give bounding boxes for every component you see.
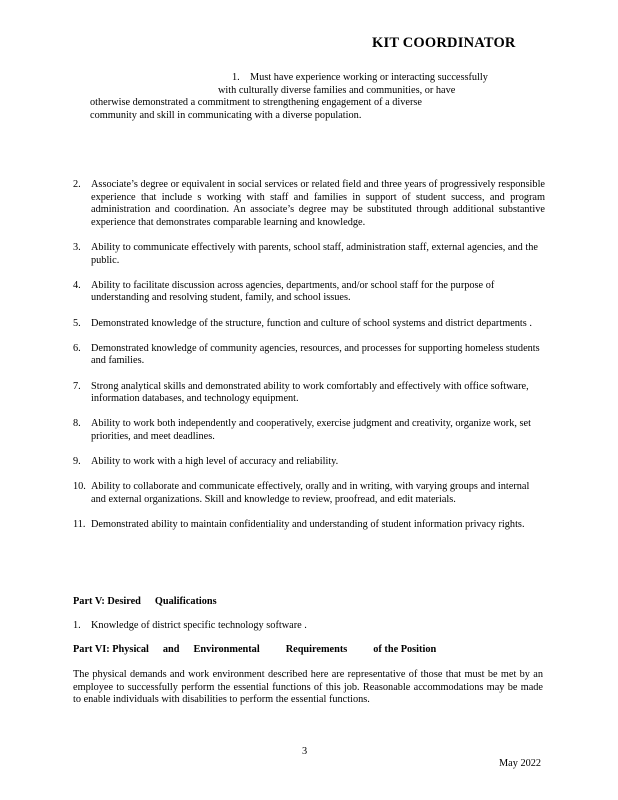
requirement-number: 6. (73, 342, 81, 354)
requirement-number: 5. (73, 317, 81, 329)
part-vi-word-environmental: Environmental (193, 644, 260, 655)
part-v-title: Qualifications (154, 596, 217, 607)
footer-date: May 2022 (499, 758, 542, 769)
page-number: 3 (302, 746, 308, 757)
requirement-text: Strong analytical skills and demonstrated ability to work comfortably and effectively with office software, information databases, and technology equipment. (91, 380, 529, 405)
requirement-item (73, 179, 545, 229)
part-vi-heading (73, 644, 436, 657)
requirement-item (73, 242, 545, 267)
requirement-item (73, 280, 545, 305)
requirement-item (73, 318, 545, 331)
part-v-label: Part V: Desired (73, 596, 141, 607)
requirement-item (73, 456, 545, 469)
requirement-text: Associate’s degree or equivalent in social services or related field and three years of progressively responsible experience that include s working with staff and families in support of student success, and program administration and coordination. An associate’s degree may be substituted through additional substantive experience that demonstrates comparable learning and knowledge. (91, 179, 545, 228)
desired-qualification-number: 1. (73, 620, 81, 631)
requirement-text: Ability to work with a high level of accuracy and reliability. (91, 456, 339, 468)
part-vi-label: Part VI: Physical (73, 644, 149, 655)
requirement-item-1-line-4: community and skill in communicating with a diverse population. (90, 109, 362, 121)
requirement-text: Demonstrated ability to maintain confidentiality and understanding of student information privacy rights. (91, 519, 525, 531)
requirement-number: 2. (73, 179, 81, 190)
requirement-text: Ability to communicate effectively with parents, school staff, administration staff, external agencies, and the public. (91, 241, 538, 266)
requirements-list (73, 179, 545, 544)
requirement-item-1-line-1 (90, 72, 535, 85)
desired-qualification-item (73, 620, 543, 633)
desired-qualification-text: Knowledge of district specific technology software . (91, 620, 307, 631)
requirement-number: 9. (73, 456, 81, 468)
requirement-number: 3. (73, 241, 81, 253)
part-vi-word-requirements: Requirements (285, 644, 348, 655)
requirement-item (73, 418, 545, 443)
requirement-number: 4. (73, 279, 81, 291)
page-title: KIT COORDINATOR (372, 35, 516, 51)
requirement-number: 8. (73, 418, 81, 430)
requirement-text: Ability to work both independently and cooperatively, exercise judgment and creativity, organize work, set priorities, and meet deadlines. (91, 418, 531, 442)
part-vi-body: The physical demands and work environment described here are representative of those that must be met by an employee to successfully perform the essential functions of this job. Reasonable accommodations may be made to enable individuals with disabilities to perform the essential functions. (73, 669, 543, 706)
requirement-number: 7. (73, 380, 81, 392)
requirement-text: Demonstrated knowledge of the structure, function and culture of school systems and district departments . (91, 317, 532, 329)
requirement-text: Must have experience working or interacting successfully (250, 72, 488, 83)
part-vi-word-of-the-position: of the Position (373, 644, 437, 655)
requirement-number: 11. (73, 519, 86, 531)
requirement-text: Ability to facilitate discussion across agencies, departments, and/or school staff for the purpose of understanding and resolving student, family, and school issues. (91, 279, 495, 304)
requirement-text: Ability to collaborate and communicate effectively, orally and in writing, with varying groups and internal and external organizations. Skill and knowledge to review, proofread, and edit materials. (91, 481, 530, 505)
part-v-heading (73, 596, 217, 609)
requirement-item (73, 343, 545, 368)
requirement-item-1-line-2: with culturally diverse families and communities, or have (218, 84, 456, 96)
requirement-number: 10. (73, 481, 86, 493)
requirement-item (73, 381, 545, 406)
requirement-number: 1. (232, 72, 240, 83)
requirement-item (73, 519, 545, 532)
requirement-item-1-line-3: otherwise demonstrated a commitment to strengthening engagement of a diverse (90, 97, 422, 109)
part-vi-word-and: and (162, 644, 180, 655)
requirement-text: Demonstrated knowledge of community agencies, resources, and processes for supporting homeless students and families. (91, 342, 540, 367)
requirement-item-1 (90, 72, 535, 122)
requirement-item (73, 481, 545, 506)
